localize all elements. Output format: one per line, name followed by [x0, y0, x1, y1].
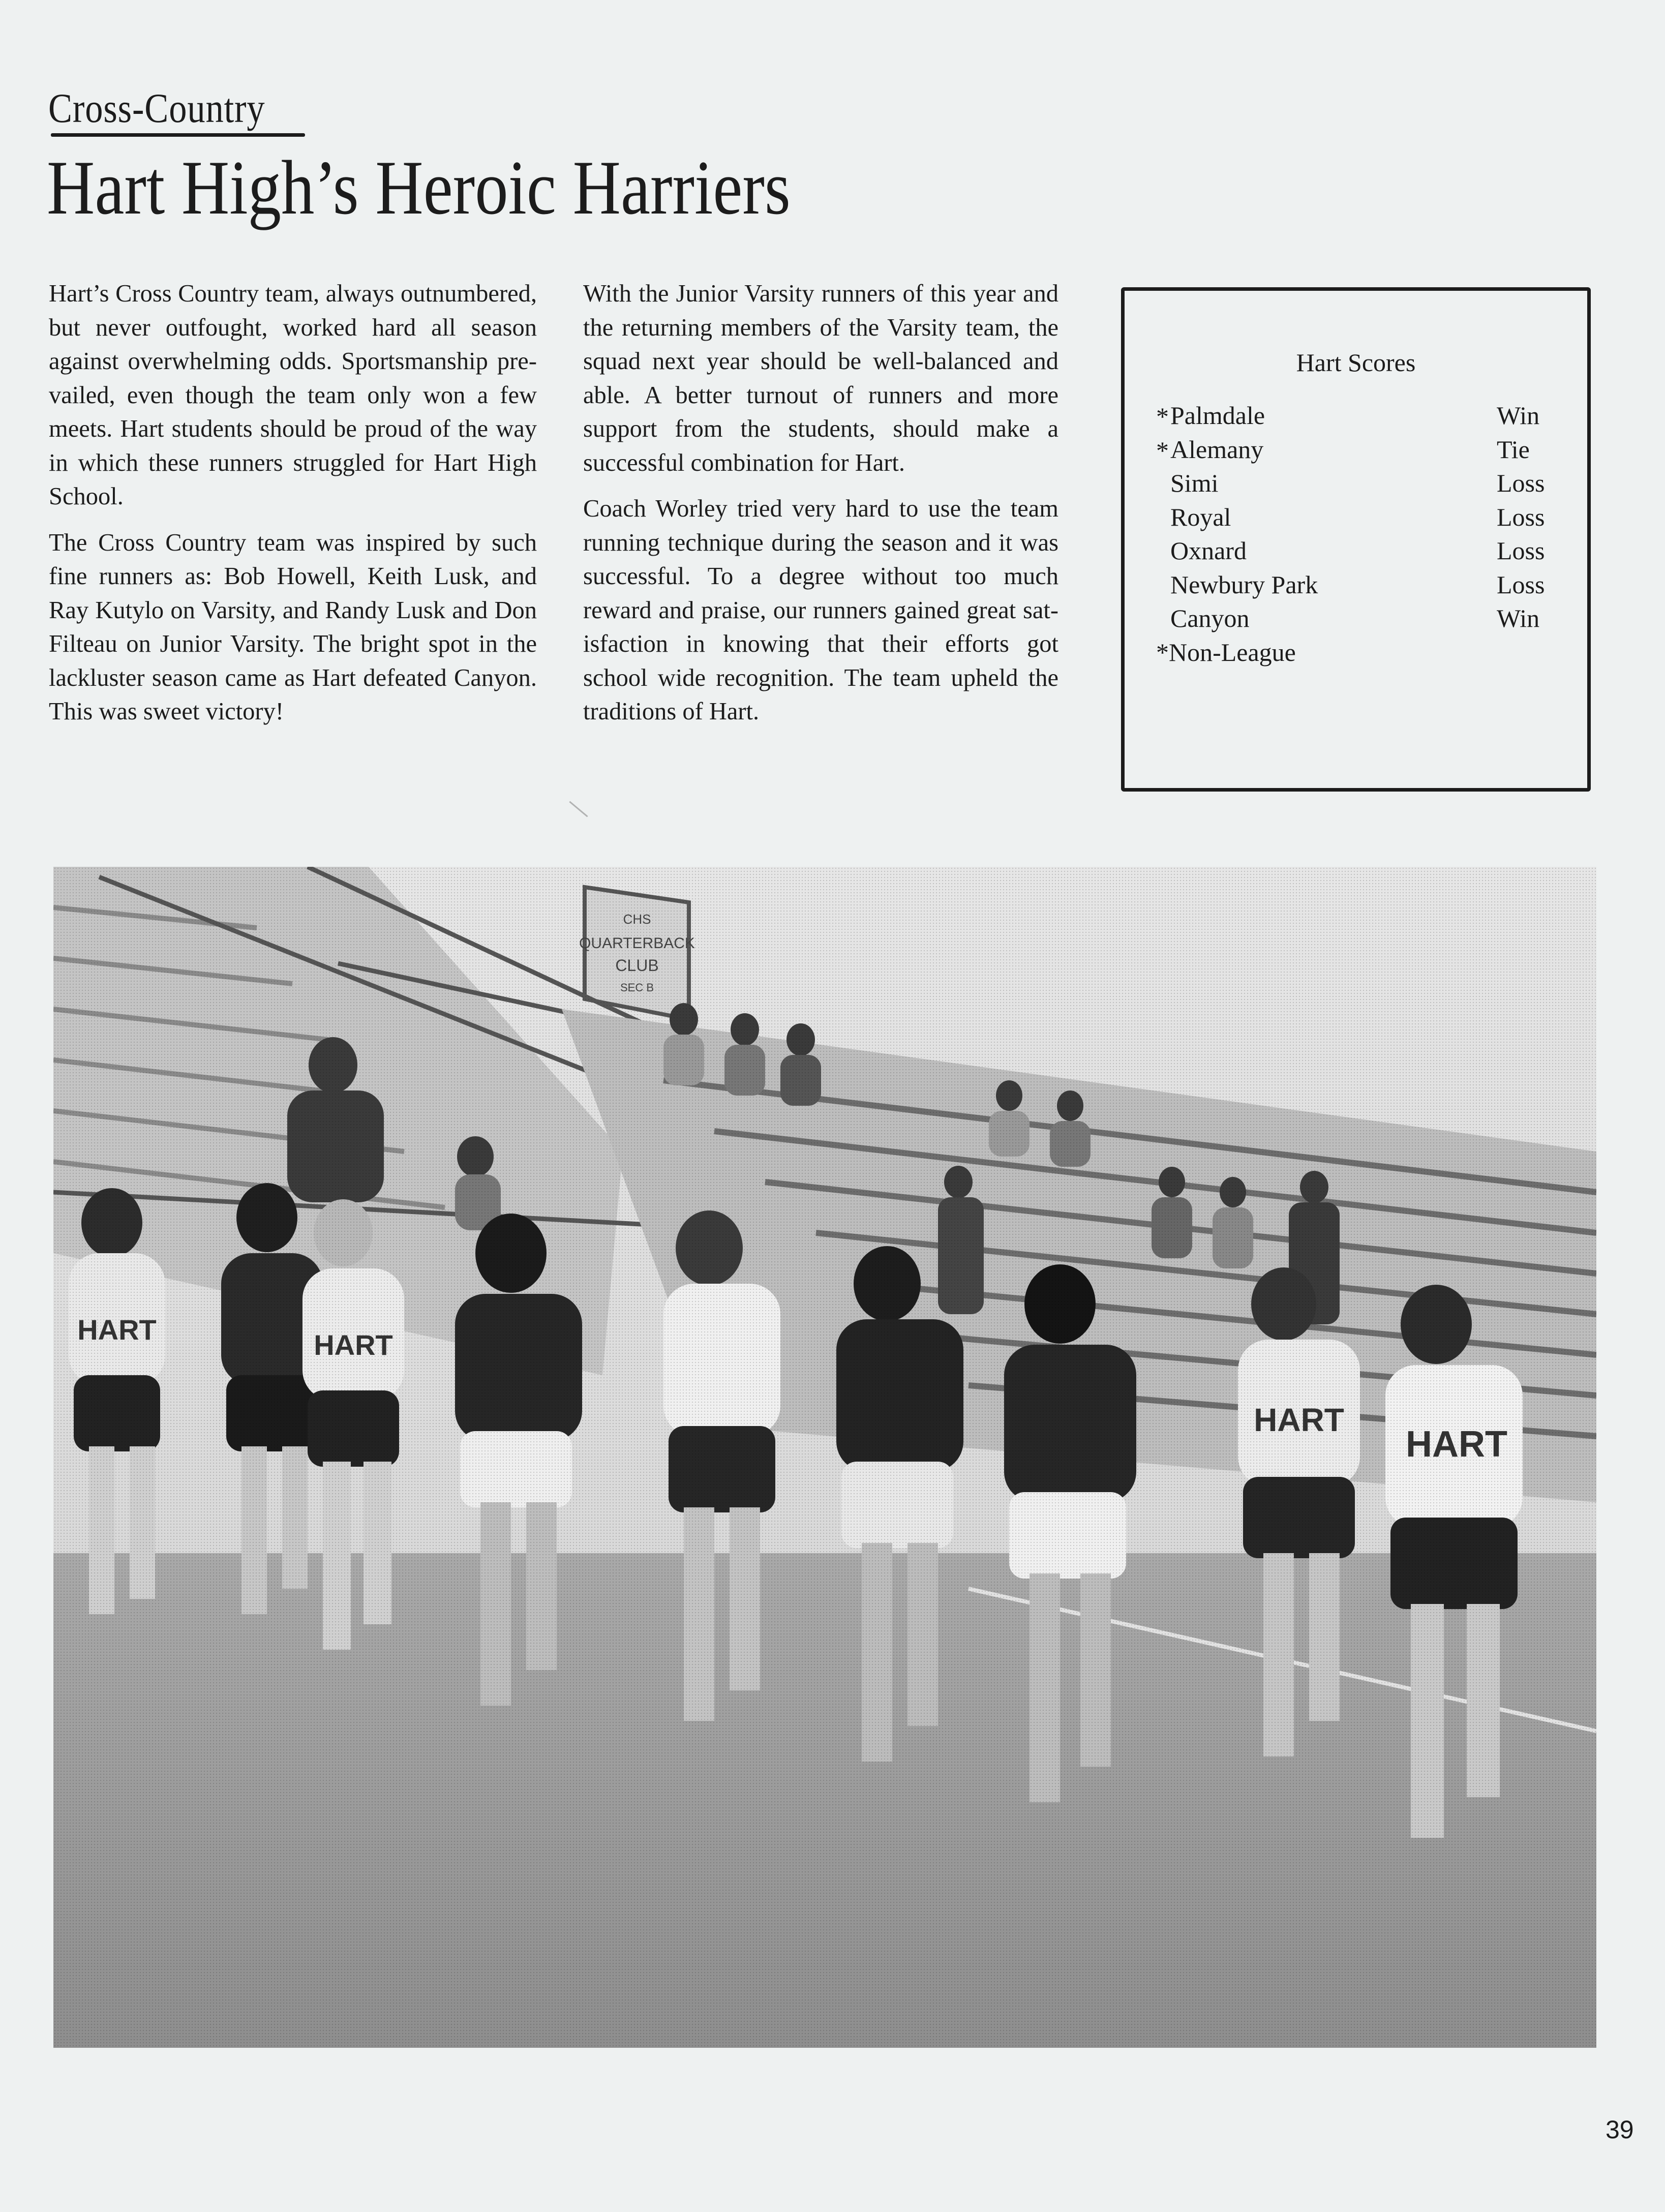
- photo-scene: [53, 867, 1596, 2048]
- score-row: [1156, 500, 1553, 534]
- match-result: Loss: [1497, 502, 1545, 531]
- article-column-2: [583, 277, 1058, 741]
- scores-list: [1156, 399, 1553, 669]
- paragraph: The Cross Country team was inspired by such fine runners as: Bob Howell, Keith Lusk, and Ray Kutylo on Varsity, and Randy Lusk and Don Filteau on Junior Varsity. The bright spot in the lackluster season came as Hart defeated Canyon. This was sweet victory!: [49, 529, 537, 725]
- section-underline: [51, 133, 305, 137]
- opponent-name: Newbury Park: [1170, 570, 1318, 599]
- scores-box: [1121, 287, 1591, 792]
- match-result: Win: [1497, 604, 1540, 632]
- opponent-name: Oxnard: [1170, 536, 1247, 565]
- score-row: [1156, 433, 1553, 467]
- page-number: 39: [1606, 2115, 1634, 2144]
- opponent-name: Royal: [1170, 502, 1231, 531]
- match-result: Loss: [1497, 570, 1545, 599]
- score-row: [1156, 601, 1553, 635]
- section-label: Cross-Country: [48, 85, 265, 131]
- match-result: Win: [1497, 401, 1540, 430]
- halftone-overlay: [53, 867, 1596, 2048]
- match-result: Tie: [1497, 435, 1530, 464]
- opponent-name: Simi: [1170, 469, 1219, 497]
- paragraph: Hart’s Cross Country team, always outnumbered, but never outfought, worked hard all season against overwhelming odds. Sportsmanship prevailed, even though the team only won a few meets. Hart students should be proud of the way in which these runners struggled for Hart High School.: [49, 280, 537, 510]
- scores-title: Hart Scores: [1296, 348, 1416, 377]
- team-photo: [53, 867, 1596, 2048]
- match-result: Loss: [1497, 469, 1545, 497]
- non-league-footnote: *Non-League: [1156, 638, 1296, 666]
- paragraph: With the Junior Varsity runners of this year and the returning members of the Varsity team, the squad next year should be well-balanced and able. A better turnout of runners and more support from the students, should make a successful combination for Hart.: [583, 280, 1058, 476]
- match-result: Loss: [1497, 536, 1545, 565]
- paragraph: Coach Worley tried very hard to use the team running technique during the season and it was successful. To a degree without too much reward and praise, our runners gained great satisfaction in knowing that their efforts got school wide recognition. The team upheld the traditions of Hart.: [583, 495, 1058, 725]
- score-row: [1156, 399, 1553, 433]
- print-smudge: [569, 801, 588, 817]
- score-row: [1156, 466, 1553, 500]
- score-row: [1156, 568, 1553, 602]
- footnote-row: [1156, 635, 1553, 670]
- opponent-name: Canyon: [1170, 604, 1250, 632]
- article-column-1: [49, 277, 537, 741]
- page-title: Hart High’s Heroic Harriers: [47, 145, 791, 230]
- score-row: [1156, 534, 1553, 568]
- opponent-name: * Palmdale: [1156, 399, 1265, 433]
- opponent-name: * Alemany: [1156, 433, 1263, 467]
